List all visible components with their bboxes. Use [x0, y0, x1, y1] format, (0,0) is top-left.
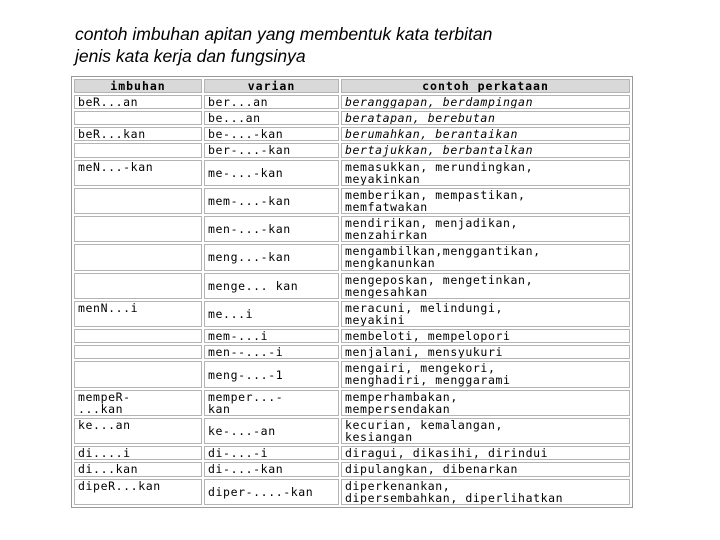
- cell-contoh: beratapan, berebutan: [341, 111, 630, 125]
- cell-varian: meng-...-1: [204, 361, 339, 387]
- table-row: [74, 188, 630, 214]
- table-row: [74, 390, 630, 416]
- cell-varian: di-...-i: [204, 446, 339, 460]
- cell-varian: diper-....-kan: [204, 479, 339, 505]
- table-row: [74, 462, 630, 476]
- cell-varian: mem-...i: [204, 329, 339, 343]
- cell-imbuhan: dipeR...kan: [74, 479, 202, 505]
- table-row: [74, 160, 630, 186]
- cell-contoh: menjalani, mensyukuri: [341, 345, 630, 359]
- cell-varian: ber...an: [204, 95, 339, 109]
- cell-imbuhan: [74, 244, 202, 270]
- cell-imbuhan: beR...an: [74, 95, 202, 109]
- cell-contoh: meracuni, melindungi, meyakini: [341, 301, 630, 327]
- cell-contoh: mengeposkan, mengetinkan, mengesahkan: [341, 273, 630, 299]
- table-row: [74, 111, 630, 125]
- cell-contoh: memberikan, mempastikan, memfatwakan: [341, 188, 630, 214]
- table-row: [74, 301, 630, 327]
- table-row: [74, 446, 630, 460]
- table-row: [74, 273, 630, 299]
- cell-imbuhan: [74, 188, 202, 214]
- cell-contoh: mengambilkan,menggantikan, mengkanunkan: [341, 244, 630, 270]
- cell-imbuhan: ke...an: [74, 418, 202, 444]
- header-varian: varian: [204, 79, 339, 93]
- cell-varian: memper...- kan: [204, 390, 339, 416]
- cell-imbuhan: menN...i: [74, 301, 202, 327]
- cell-imbuhan: di...kan: [74, 462, 202, 476]
- table-row: [74, 216, 630, 242]
- cell-contoh: memasukkan, merundingkan, meyakinkan: [341, 160, 630, 186]
- cell-varian: be...an: [204, 111, 339, 125]
- cell-varian: be-...-kan: [204, 127, 339, 141]
- cell-varian: ber-...-kan: [204, 143, 339, 157]
- cell-imbuhan: [74, 111, 202, 125]
- cell-varian: men-...-kan: [204, 216, 339, 242]
- table-header-row: [74, 79, 630, 93]
- cell-varian: meng...-kan: [204, 244, 339, 270]
- cell-varian: men--...-i: [204, 345, 339, 359]
- table-row: [74, 345, 630, 359]
- cell-imbuhan: di....i: [74, 446, 202, 460]
- cell-imbuhan: [74, 273, 202, 299]
- cell-varian: di-...-kan: [204, 462, 339, 476]
- page-title: [75, 23, 675, 67]
- cell-contoh: diragui, dikasihi, dirindui: [341, 446, 630, 460]
- table-row: [74, 418, 630, 444]
- cell-varian: menge... kan: [204, 273, 339, 299]
- cell-contoh: diperkenankan, dipersembahkan, diperlihatkan: [341, 479, 630, 505]
- header-imbuhan: imbuhan: [74, 79, 202, 93]
- cell-imbuhan: beR...kan: [74, 127, 202, 141]
- cell-contoh: berumahkan, berantaikan: [341, 127, 630, 141]
- cell-contoh: beranggapan, berdampingan: [341, 95, 630, 109]
- cell-imbuhan: [74, 216, 202, 242]
- cell-imbuhan: mempeR- ...kan: [74, 390, 202, 416]
- affix-table-grid: [72, 77, 632, 507]
- table-body: [74, 95, 630, 505]
- title-line-1: contoh imbuhan apitan yang membentuk kata terbitan: [75, 24, 493, 44]
- cell-imbuhan: [74, 345, 202, 359]
- cell-imbuhan: [74, 329, 202, 343]
- cell-contoh: dipulangkan, dibenarkan: [341, 462, 630, 476]
- table-row: [74, 143, 630, 157]
- cell-varian: ke-...-an: [204, 418, 339, 444]
- title-line-2: jenis kata kerja dan fungsinya: [75, 46, 306, 66]
- table-row: [74, 95, 630, 109]
- cell-imbuhan: meN...-kan: [74, 160, 202, 186]
- cell-contoh: mengairi, mengekori, menghadiri, menggarami: [341, 361, 630, 387]
- cell-contoh: bertajukkan, berbantalkan: [341, 143, 630, 157]
- header-contoh: contoh perkataan: [341, 79, 630, 93]
- table-row: [74, 329, 630, 343]
- cell-varian: me-...-kan: [204, 160, 339, 186]
- cell-imbuhan: [74, 361, 202, 387]
- affix-table: [71, 76, 633, 508]
- cell-imbuhan: [74, 143, 202, 157]
- cell-varian: me...i: [204, 301, 339, 327]
- cell-contoh: kecurian, kemalangan, kesiangan: [341, 418, 630, 444]
- cell-contoh: memperhambakan, mempersendakan: [341, 390, 630, 416]
- table-row: [74, 479, 630, 505]
- table-row: [74, 361, 630, 387]
- cell-contoh: membeloti, mempelopori: [341, 329, 630, 343]
- table-row: [74, 127, 630, 141]
- table-row: [74, 244, 630, 270]
- cell-varian: mem-...-kan: [204, 188, 339, 214]
- cell-contoh: mendirikan, menjadikan, menzahirkan: [341, 216, 630, 242]
